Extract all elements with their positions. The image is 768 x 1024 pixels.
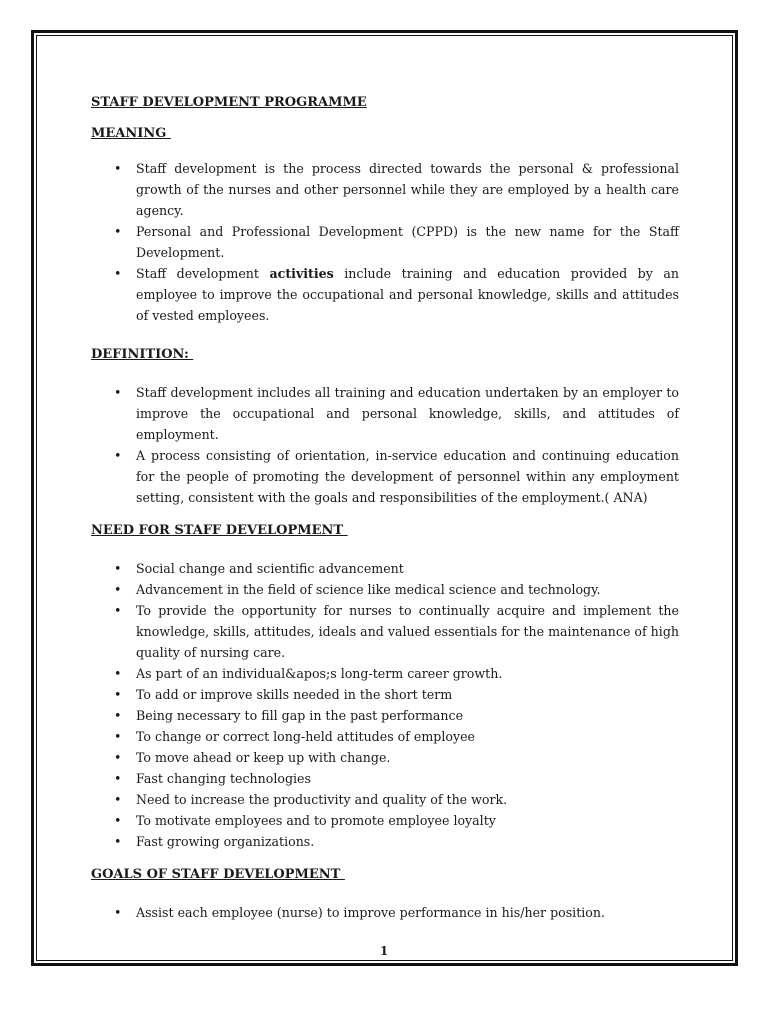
goals-heading: GOALS OF STAFF DEVELOPMENT xyxy=(91,867,345,882)
list-item: • Personal and Professional Development (CPPD) is the new name for the Staff Development. xyxy=(91,221,679,263)
list-item xyxy=(91,263,679,326)
need-list xyxy=(91,558,679,852)
list-item: • Being necessary to fill gap in the past performance xyxy=(91,705,679,726)
list-item: • Staff development is the process directed towards the personal & professional growth of the nurses and other personnel while they are employed by a health care agency. xyxy=(91,158,679,221)
list-item: • Social change and scientific advancement xyxy=(91,558,679,579)
meaning-heading: MEANING xyxy=(91,126,171,141)
list-item: • Assist each employee (nurse) to improve performance in his/her position. xyxy=(91,902,679,923)
document-title: STAFF DEVELOPMENT PROGRAMME xyxy=(91,95,367,110)
list-item: • Advancement in the field of science like medical science and technology. xyxy=(91,579,679,600)
list-item: • To move ahead or keep up with change. xyxy=(91,747,679,768)
list-item: • A process consisting of orientation, in-service education and continuing education for the people of promoting the development of personnel within any employment setting, consistent with the goals and responsibilities of the employment.( ANA) xyxy=(91,445,679,508)
list-item: • To add or improve skills needed in the short term xyxy=(91,684,679,705)
goals-list xyxy=(91,902,679,923)
page-number: 1 xyxy=(379,944,389,958)
list-item-text: Staff development xyxy=(136,266,270,281)
definition-list xyxy=(91,382,679,508)
document-body xyxy=(91,92,679,923)
emphasis-text: activities xyxy=(269,266,334,281)
list-item: • Fast growing organizations. xyxy=(91,831,679,852)
list-item: • To motivate employees and to promote employee loyalty xyxy=(91,810,679,831)
list-item: • Fast changing technologies xyxy=(91,768,679,789)
list-item: • As part of an individual&apos;s long-term career growth. xyxy=(91,663,679,684)
list-item-text: include training and education provided by an employee to improve the occupational and personal knowledge, skills and attitudes of vested employees. xyxy=(136,266,679,323)
meaning-list xyxy=(91,158,679,326)
list-item: • To change or correct long-held attitudes of employee xyxy=(91,726,679,747)
list-item: • To provide the opportunity for nurses to continually acquire and implement the knowledge, skills, attitudes, ideals and valued essentials for the maintenance of high quality of nursing care. xyxy=(91,600,679,663)
definition-heading: DEFINITION: xyxy=(91,347,194,362)
list-item: • Staff development includes all training and education undertaken by an employer to improve the occupational and personal knowledge, skills, and attitudes of employment. xyxy=(91,382,679,445)
list-item: • Need to increase the productivity and quality of the work. xyxy=(91,789,679,810)
need-heading: NEED FOR STAFF DEVELOPMENT xyxy=(91,523,348,538)
